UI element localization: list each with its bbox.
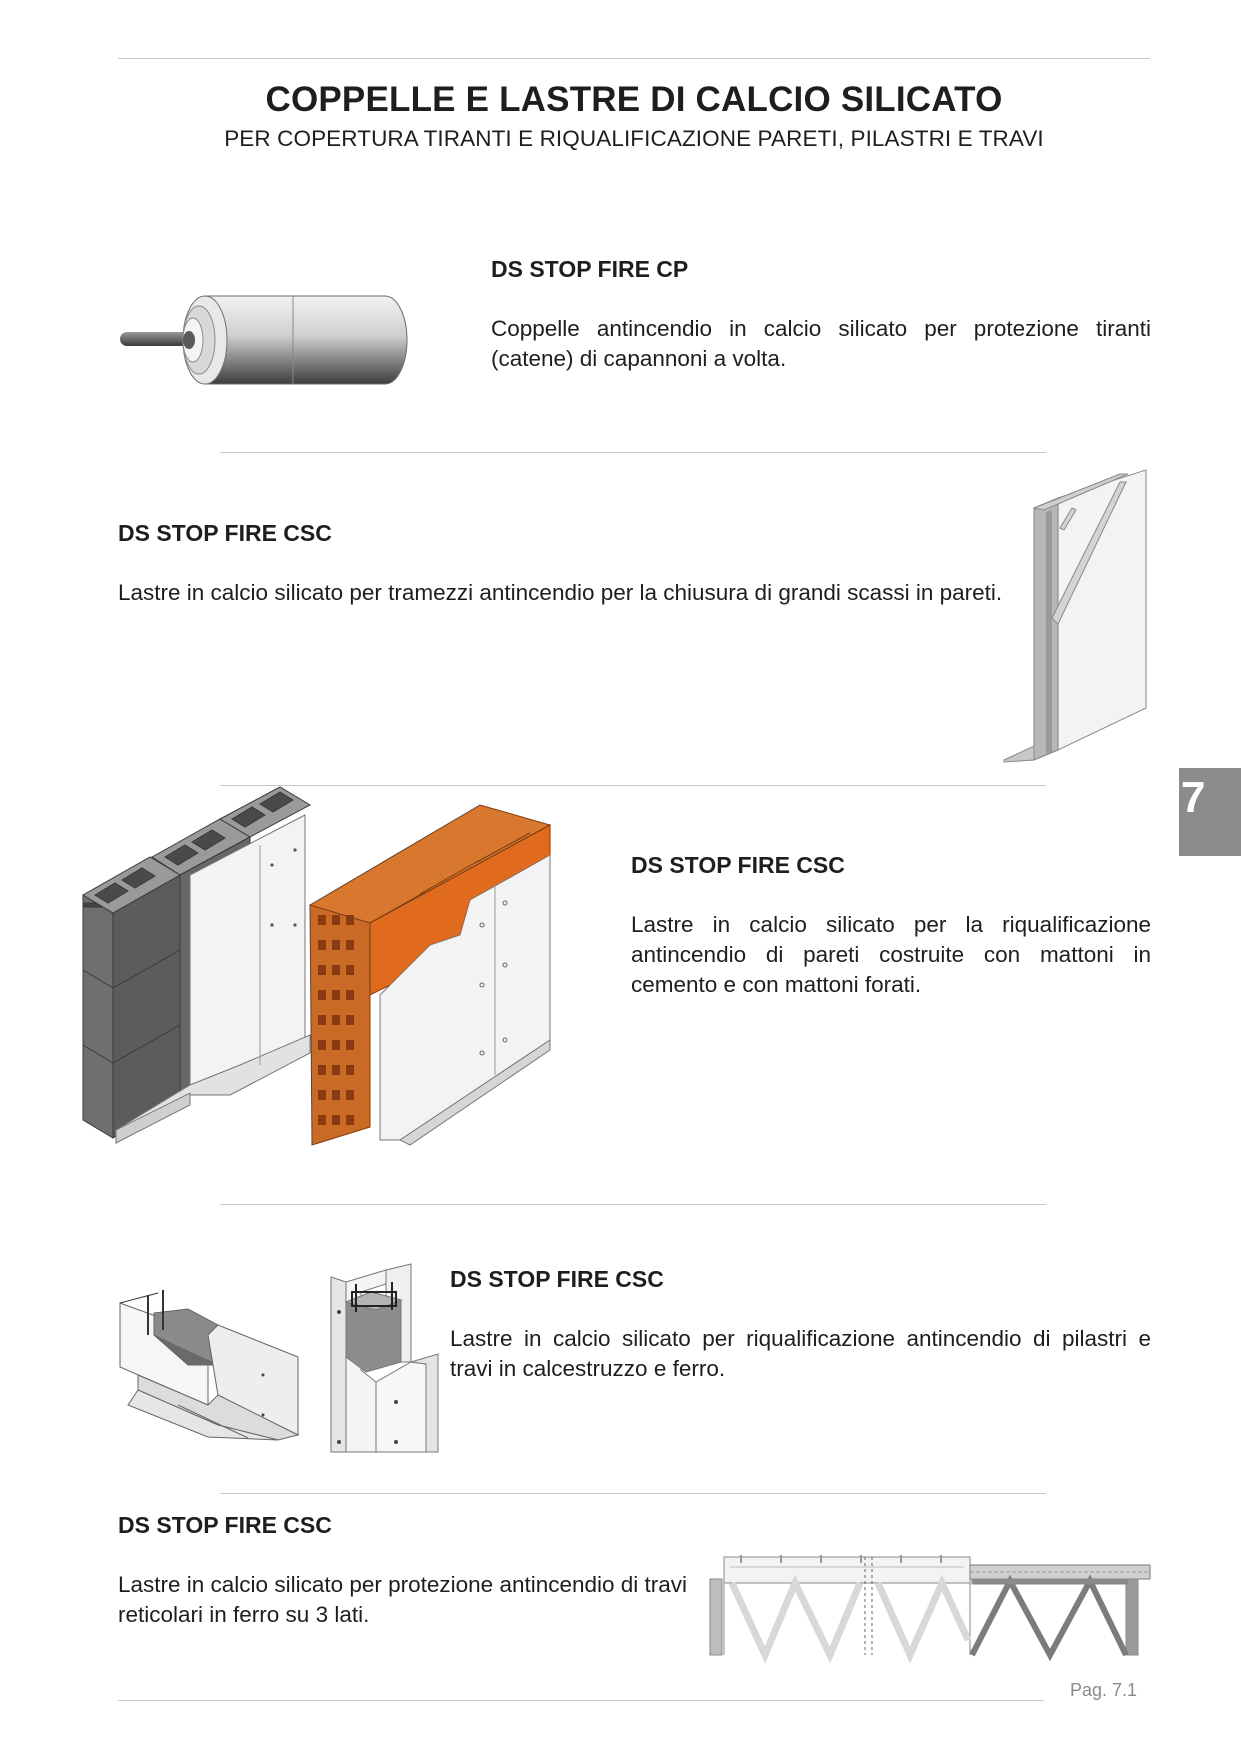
bottom-rule [118, 1700, 1044, 1701]
page-title: COPPELLE E LASTRE DI CALCIO SILICATO [265, 80, 1003, 119]
page-subtitle: PER COPERTURA TIRANTI E RIQUALIFICAZIONE PARETI, PILASTRI E TRAVI [224, 126, 1044, 151]
masonry-walls-illustration [80, 795, 560, 1145]
product-description-csc-pillars: Lastre in calcio silicato per riqualificazione antincendio di pilastri e travi in calcestruzzo e ferro. [450, 1326, 1151, 1381]
beam-cladding-illustration [118, 1295, 298, 1440]
pillar-cladding-illustration [326, 1262, 441, 1452]
product-name-csc-trusses: DS STOP FIRE CSC [118, 1512, 332, 1538]
page-number: Pag. 7.1 [1070, 1680, 1138, 1700]
product-description-csc-walls: Lastre in calcio silicato per la riqualificazione antincendio di pareti costruite con mattoni in cemento e con mattoni forati. [631, 912, 1151, 997]
partition-wall-illustration [1000, 468, 1150, 763]
product-description-csc-partition: Lastre in calcio silicato per tramezzi antincendio per la chiusura di grandi scassi in pareti. [118, 580, 1003, 605]
chapter-tab: 7 [1179, 768, 1241, 856]
product-name-csc-pillars: DS STOP FIRE CSC [450, 1266, 664, 1292]
top-rule [118, 58, 1150, 59]
pipe-shell-illustration [115, 290, 405, 390]
section-divider [220, 1493, 1046, 1494]
product-name-cp: DS STOP FIRE CP [491, 256, 689, 282]
truss-beam-illustration [710, 1555, 1150, 1655]
section-divider [220, 1204, 1046, 1205]
section-divider [220, 452, 1046, 453]
product-name-csc-walls: DS STOP FIRE CSC [631, 852, 845, 878]
product-description-csc-trusses: Lastre in calcio silicato per protezione antincendio di travi reticolari in ferro su 3 lati. [118, 1572, 688, 1627]
section-divider [220, 785, 1046, 786]
product-description-cp: Coppelle antincendio in calcio silicato per protezione tiranti (catene) di capannoni a volta. [491, 316, 1151, 371]
product-name-csc-partition: DS STOP FIRE CSC [118, 520, 332, 546]
